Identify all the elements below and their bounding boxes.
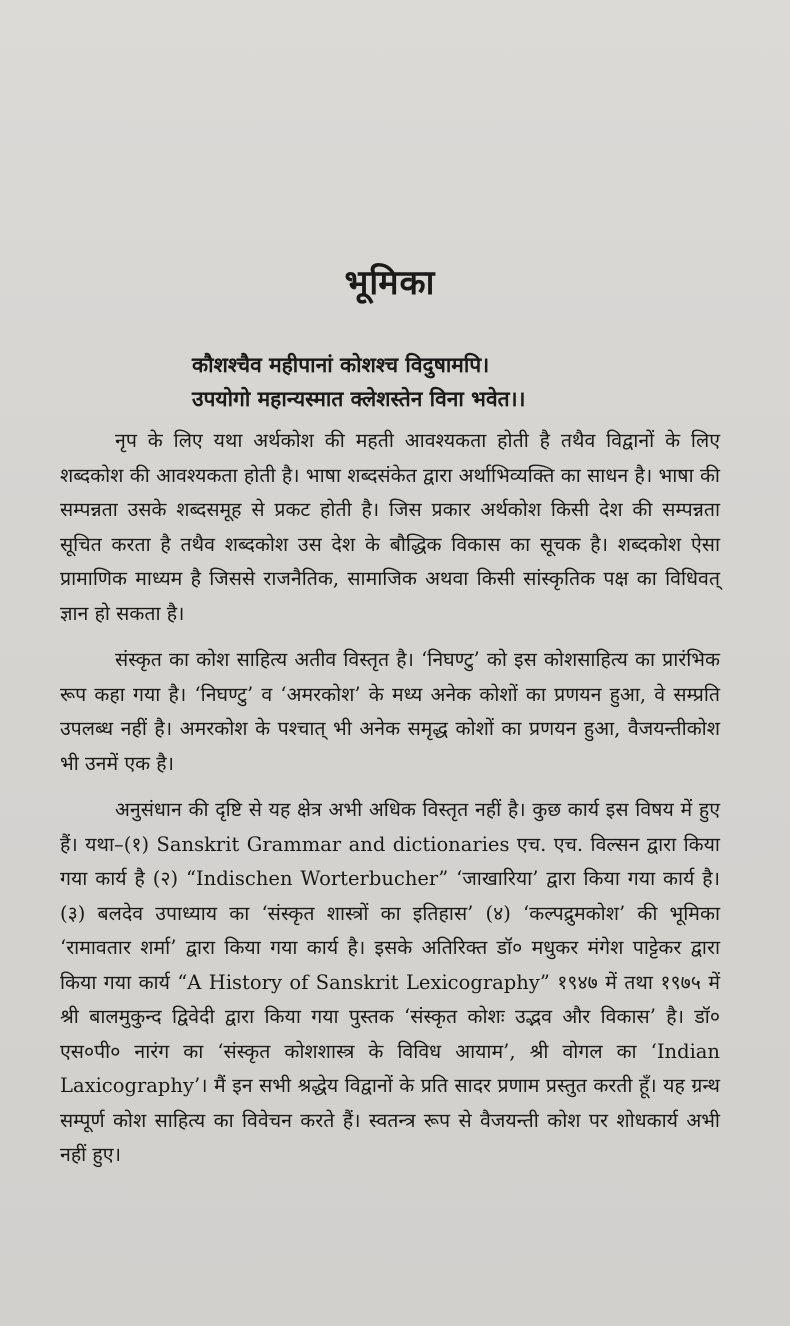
- page-content: [60, 258, 720, 1185]
- paragraph-1: नृप के लिए यथा अर्थकोश की महती आवश्यकता होती है तथैव विद्वानों के लिए शब्दकोश की आवश्यकता होती है। भाषा शब्दसंकेत द्वारा अर्थाभिव्यक्ति का साधन है। भाषा की सम्पन्नता उसके शब्दसमूह से प्रकट होती है। जिस प्रकार अर्थकोश किसी देश की सम्पन्नता सूचित करता है तथैव शब्दकोश उस देश के बौद्धिक विकास का सूचक है। शब्दकोश ऐसा प्रामाणिक माध्यम है जिससे राजनैतिक, सामाजिक अथवा किसी सांस्कृतिक पक्ष का विधिवत् ज्ञान हो सकता है।: [60, 429, 720, 625]
- page-title: भूमिका: [344, 263, 436, 303]
- paragraph-3: अनुसंधान की दृष्टि से यह क्षेत्र अभी अधिक विस्तृत नहीं है। कुछ कार्य इस विषय में हुए हैं। यथा–(१) Sanskrit Grammar and dictionaries एच. एच. विल्सन द्वारा किया गया कार्य है (२) “Indischen Worterbucher” ‘जाखारिया’ द्वारा किया गया कार्य है। (३) बलदेव उपाध्याय का ‘संस्कृत शास्त्रों का इतिहास’ (४) ‘कल्पद्रुमकोश’ की भूमिका ‘रामावतार शर्मा’ द्वारा किया गया कार्य है। इसके अतिरिक्त डॉ० मधुकर मंगेश पाट्टेकर द्वारा किया गया कार्य “A History of Sanskrit Lexicography” १९४७ में तथा १९७५ में श्री बालमुकुन्द द्विवेदी द्वारा किया गया पुस्तक ‘संस्कृत कोशः उद्भव और विकास’ है। डॉ० एस०पी० नारंग का ‘संस्कृत कोशशास्त्र के विविध आयाम’, श्री वोगल का ‘Indian Laxicography’। मैं इन सभी श्रद्धेय विद्वानों के प्रति सादर प्रणाम प्रस्तुत करती हूँ। यह ग्रन्थ सम्पूर्ण कोश साहित्य का विवेचन करते हैं। स्वतन्त्र रूप से वैजयन्ती कोश पर शोधकार्य अभी नहीं हुए।: [60, 798, 720, 1166]
- paragraph-2: संस्कृत का कोश साहित्य अतीव विस्तृत है। ‘निघण्टु’ को इस कोशसाहित्य का प्रारंभिक रूप कहा गया है। ‘निघण्टु’ व ‘अमरकोश’ के मध्य अनेक कोशों का प्रणयन हुआ, वे सम्प्रति उपलब्ध नहीं है। अमरकोश के पश्चात् भी अनेक समृद्ध कोशों का प्रणयन हुआ, वैजयन्तीकोश भी उनमें एक है।: [60, 648, 720, 775]
- sanskrit-verse: [60, 348, 720, 416]
- verse-line-2: उपयोगो महान्यस्मात क्लेशस्तेन विना भवेत।।: [192, 386, 526, 411]
- verse-line-1: कौशश्चैव महीपानां कोशश्च विदुषामपि।: [192, 352, 490, 377]
